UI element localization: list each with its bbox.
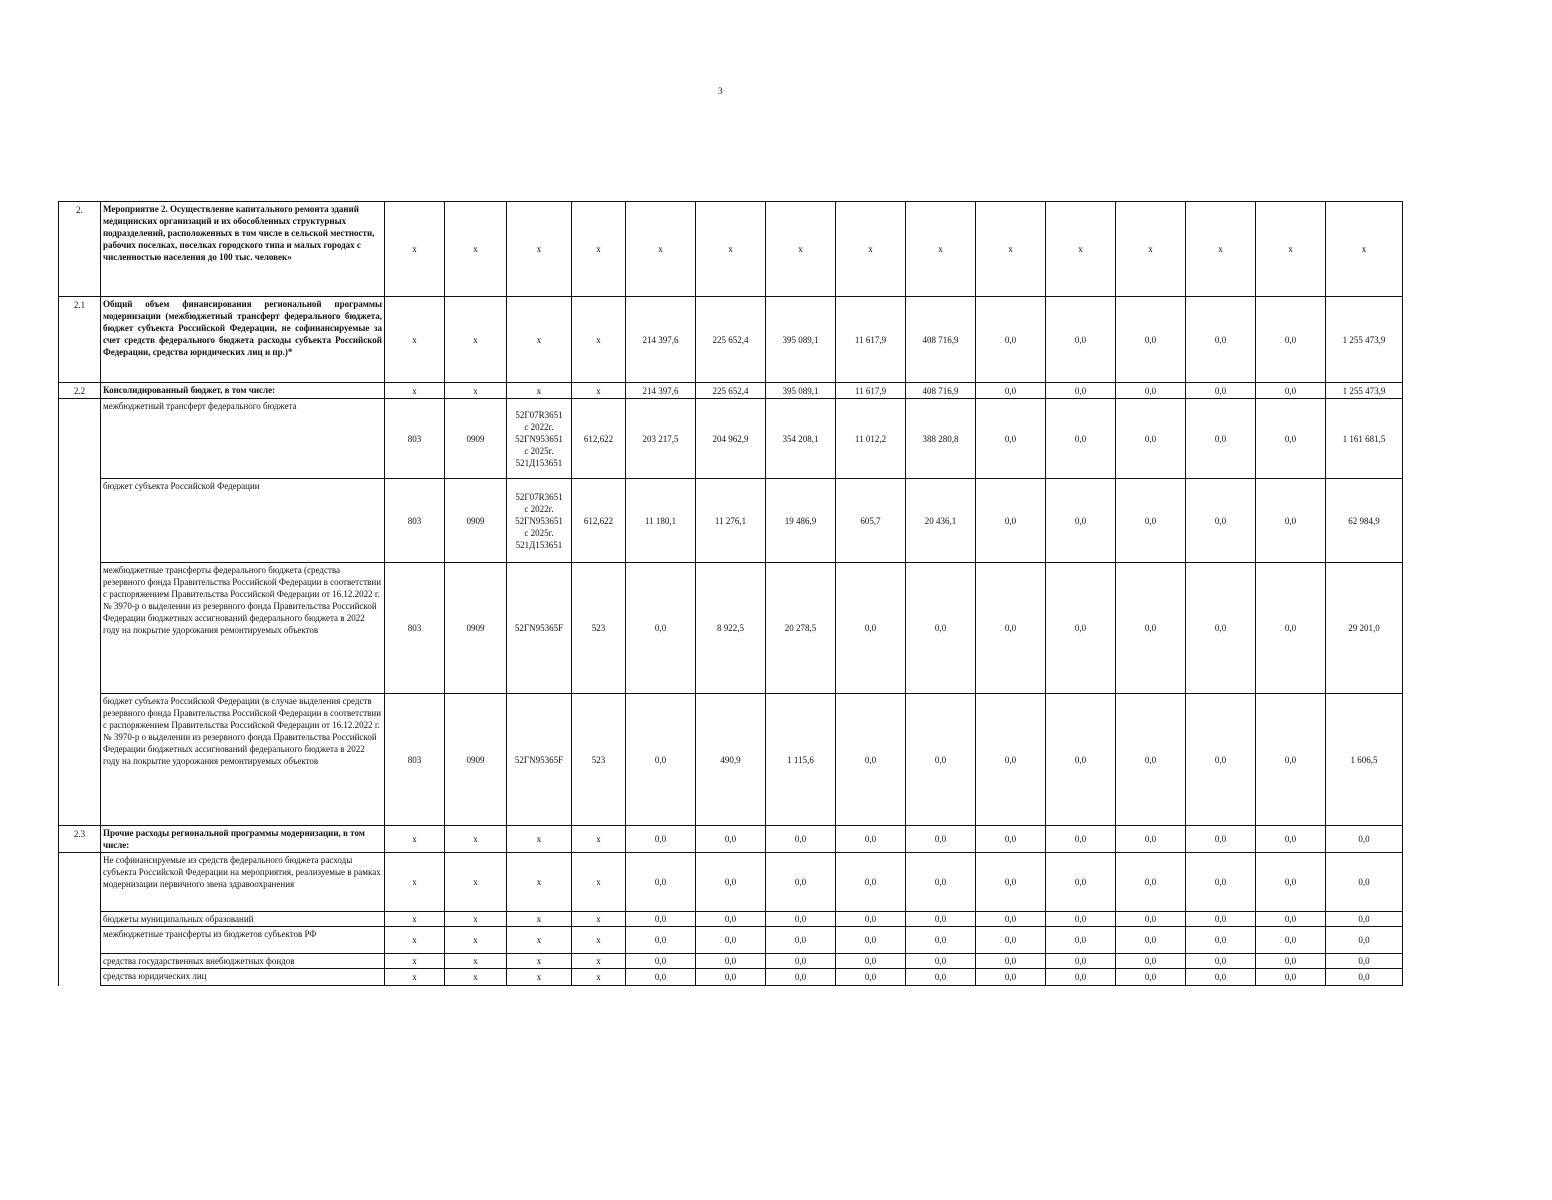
value-cell: 203 217,5 xyxy=(626,399,696,479)
total-cell: x xyxy=(1326,202,1403,297)
row-title: Консолидированный бюджет, в том числе: xyxy=(101,383,385,399)
value-cell: 0,0 xyxy=(1256,853,1326,912)
value-cell: x xyxy=(836,202,906,297)
value-cell: 8 922,5 xyxy=(696,563,766,694)
value-cell: 204 962,9 xyxy=(696,399,766,479)
value-cell: 0,0 xyxy=(906,912,976,927)
value-cell: 0,0 xyxy=(1186,694,1256,826)
value-cell: 0,0 xyxy=(1256,297,1326,383)
value-cell: 0,0 xyxy=(766,853,836,912)
section-code-cell: x xyxy=(445,954,507,969)
expense-type-cell: 523 xyxy=(572,694,626,826)
value-cell: 0,0 xyxy=(1046,912,1116,927)
row-title: Общий объем финансирования региональной программы модернизации (межбюджетный трансферт федерального бюджета, бюджет субъекта Российской Федерации, не софинансируемые за счет средств федерального бюджета расходы субъекта Российской Федерации, средства юридических лиц и пр.)* xyxy=(101,297,385,383)
row-title: бюджет субъекта Российской Федерации xyxy=(101,479,385,563)
value-cell: 0,0 xyxy=(626,826,696,853)
value-cell: 11 617,9 xyxy=(836,383,906,399)
value-cell: 0,0 xyxy=(1046,297,1116,383)
value-cell: 0,0 xyxy=(836,927,906,954)
value-cell: 0,0 xyxy=(1116,383,1186,399)
value-cell: 0,0 xyxy=(1256,954,1326,969)
value-cell: 0,0 xyxy=(836,969,906,986)
value-cell: 0,0 xyxy=(1046,826,1116,853)
value-cell: 11 276,1 xyxy=(696,479,766,563)
row-number xyxy=(59,912,101,927)
value-cell: x xyxy=(696,202,766,297)
section-code-cell: x xyxy=(445,969,507,986)
table-row xyxy=(59,383,1403,399)
value-cell: 395 089,1 xyxy=(766,383,836,399)
value-cell: 354 208,1 xyxy=(766,399,836,479)
value-cell: 0,0 xyxy=(976,853,1046,912)
gr-code-cell: x xyxy=(385,826,445,853)
value-cell: 395 089,1 xyxy=(766,297,836,383)
value-cell: x xyxy=(1116,202,1186,297)
expense-type-cell: x xyxy=(572,297,626,383)
value-cell: 0,0 xyxy=(1256,694,1326,826)
value-cell: 0,0 xyxy=(976,826,1046,853)
value-cell: 0,0 xyxy=(766,826,836,853)
value-cell: 0,0 xyxy=(836,954,906,969)
value-cell: 11 012,2 xyxy=(836,399,906,479)
value-cell: 0,0 xyxy=(766,912,836,927)
value-cell: 0,0 xyxy=(626,853,696,912)
section-code-cell: 0909 xyxy=(445,399,507,479)
value-cell: 0,0 xyxy=(1256,399,1326,479)
total-cell: 1 255 473,9 xyxy=(1326,383,1403,399)
value-cell: 0,0 xyxy=(976,479,1046,563)
value-cell: 0,0 xyxy=(766,954,836,969)
value-cell: 0,0 xyxy=(626,969,696,986)
target-article-cell: 52ГN95365F xyxy=(507,563,572,694)
value-cell: 0,0 xyxy=(976,399,1046,479)
gr-code-cell: x xyxy=(385,853,445,912)
table-row xyxy=(59,694,1403,826)
value-cell: 0,0 xyxy=(1046,399,1116,479)
value-cell: 0,0 xyxy=(1116,297,1186,383)
value-cell: 0,0 xyxy=(1116,954,1186,969)
value-cell: 0,0 xyxy=(1256,912,1326,927)
value-cell: 408 716,9 xyxy=(906,297,976,383)
row-title: Не софинансируемые из средств федерального бюджета расходы субъекта Российской Федерации на мероприятия, реализуемые в рамках модернизации первичного звена здравоохранения xyxy=(101,853,385,912)
value-cell: 0,0 xyxy=(906,954,976,969)
value-cell: 0,0 xyxy=(626,912,696,927)
total-cell: 62 984,9 xyxy=(1326,479,1403,563)
row-number xyxy=(59,954,101,969)
value-cell: 0,0 xyxy=(1186,954,1256,969)
table-row xyxy=(59,479,1403,563)
value-cell: 0,0 xyxy=(1256,969,1326,986)
value-cell: 0,0 xyxy=(976,383,1046,399)
value-cell: 0,0 xyxy=(1046,479,1116,563)
section-code-cell: x xyxy=(445,912,507,927)
total-cell: 0,0 xyxy=(1326,912,1403,927)
section-code-cell: 0909 xyxy=(445,694,507,826)
total-cell: 29 201,0 xyxy=(1326,563,1403,694)
value-cell: x xyxy=(626,202,696,297)
value-cell: 0,0 xyxy=(1116,927,1186,954)
total-cell: 0,0 xyxy=(1326,969,1403,986)
target-article-cell: x xyxy=(507,383,572,399)
value-cell: 0,0 xyxy=(976,297,1046,383)
gr-code-cell: 803 xyxy=(385,479,445,563)
expense-type-cell: 523 xyxy=(572,563,626,694)
value-cell: 0,0 xyxy=(1046,927,1116,954)
table-row xyxy=(59,969,1403,986)
row-number xyxy=(59,563,101,694)
value-cell: 0,0 xyxy=(1186,927,1256,954)
value-cell: 408 716,9 xyxy=(906,383,976,399)
total-cell: 0,0 xyxy=(1326,853,1403,912)
row-number xyxy=(59,853,101,912)
value-cell: 0,0 xyxy=(1186,969,1256,986)
value-cell: 0,0 xyxy=(696,853,766,912)
value-cell: 0,0 xyxy=(696,927,766,954)
value-cell: 0,0 xyxy=(976,694,1046,826)
target-article-cell: x xyxy=(507,853,572,912)
total-cell: 0,0 xyxy=(1326,954,1403,969)
expense-type-cell: x xyxy=(572,912,626,927)
value-cell: 0,0 xyxy=(1116,563,1186,694)
gr-code-cell: 803 xyxy=(385,694,445,826)
value-cell: 214 397,6 xyxy=(626,383,696,399)
value-cell: 0,0 xyxy=(1116,826,1186,853)
value-cell: 0,0 xyxy=(836,853,906,912)
total-cell: 1 606,5 xyxy=(1326,694,1403,826)
expense-type-cell: 612,622 xyxy=(572,399,626,479)
section-code-cell: x xyxy=(445,202,507,297)
value-cell: 0,0 xyxy=(906,969,976,986)
value-cell: 0,0 xyxy=(1186,912,1256,927)
value-cell: 605,7 xyxy=(836,479,906,563)
value-cell: 0,0 xyxy=(1256,826,1326,853)
table-row xyxy=(59,912,1403,927)
total-cell: 1 255 473,9 xyxy=(1326,297,1403,383)
value-cell: 0,0 xyxy=(1256,383,1326,399)
row-number xyxy=(59,694,101,826)
value-cell: 0,0 xyxy=(836,826,906,853)
target-article-cell: x xyxy=(507,826,572,853)
page-number: 3 xyxy=(718,86,723,96)
value-cell: 388 280,8 xyxy=(906,399,976,479)
value-cell: 0,0 xyxy=(906,927,976,954)
value-cell: 0,0 xyxy=(1186,399,1256,479)
gr-code-cell: x xyxy=(385,202,445,297)
value-cell: 0,0 xyxy=(976,563,1046,694)
row-title: межбюджетные трансферты федерального бюджета (средства резервного фонда Правительства Российской Федерации в соответствии с распоряжением Правительства Российской Федерации от 16.12.2022 г. № 3970-р о выделении из резервного фонда Правительства Российской Федерации бюджетных ассигнований федерального бюджета в 2022 году на покрытие удорожания ремонтируемых объектов xyxy=(101,563,385,694)
value-cell: 0,0 xyxy=(906,853,976,912)
table-row xyxy=(59,954,1403,969)
value-cell: 0,0 xyxy=(1046,694,1116,826)
section-code-cell: x xyxy=(445,927,507,954)
gr-code-cell: x xyxy=(385,969,445,986)
value-cell: 0,0 xyxy=(696,912,766,927)
row-title: межбюджетные трансферты из бюджетов субъектов РФ xyxy=(101,927,385,954)
table-row xyxy=(59,202,1403,297)
row-title: Прочие расходы региональной программы модернизации, в том числе: xyxy=(101,826,385,853)
gr-code-cell: 803 xyxy=(385,563,445,694)
value-cell: 19 486,9 xyxy=(766,479,836,563)
expense-type-cell: x xyxy=(572,969,626,986)
value-cell: 11 180,1 xyxy=(626,479,696,563)
value-cell: 0,0 xyxy=(1116,479,1186,563)
value-cell: 0,0 xyxy=(1046,969,1116,986)
value-cell: 0,0 xyxy=(1046,853,1116,912)
value-cell: 0,0 xyxy=(1046,954,1116,969)
value-cell: x xyxy=(1256,202,1326,297)
value-cell: 0,0 xyxy=(836,912,906,927)
value-cell: 0,0 xyxy=(976,954,1046,969)
value-cell: 0,0 xyxy=(1046,563,1116,694)
value-cell: 1 115,6 xyxy=(766,694,836,826)
row-title: бюджеты муниципальных образований xyxy=(101,912,385,927)
gr-code-cell: x xyxy=(385,954,445,969)
expense-type-cell: x xyxy=(572,826,626,853)
row-number: 2.1 xyxy=(59,297,101,383)
gr-code-cell: x xyxy=(385,297,445,383)
financing-table xyxy=(58,201,1403,986)
value-cell: x xyxy=(976,202,1046,297)
row-number xyxy=(59,969,101,986)
target-article-cell: x xyxy=(507,202,572,297)
expense-type-cell: x xyxy=(572,927,626,954)
value-cell: 0,0 xyxy=(976,969,1046,986)
value-cell: 490,9 xyxy=(696,694,766,826)
value-cell: 0,0 xyxy=(626,954,696,969)
row-number: 2.2 xyxy=(59,383,101,399)
expense-type-cell: 612,622 xyxy=(572,479,626,563)
target-article-cell: x xyxy=(507,297,572,383)
value-cell: 0,0 xyxy=(906,563,976,694)
value-cell: 0,0 xyxy=(766,927,836,954)
value-cell: 11 617,9 xyxy=(836,297,906,383)
value-cell: 0,0 xyxy=(1186,383,1256,399)
value-cell: 0,0 xyxy=(836,563,906,694)
value-cell: 0,0 xyxy=(976,912,1046,927)
value-cell: 0,0 xyxy=(696,969,766,986)
value-cell: 0,0 xyxy=(626,927,696,954)
target-article-cell: 52Г07R3651 с 2022г. 52ГN953651 с 2025г. 521Д153651 xyxy=(507,479,572,563)
target-article-cell: 52ГN95365F xyxy=(507,694,572,826)
section-code-cell: 0909 xyxy=(445,479,507,563)
row-number xyxy=(59,927,101,954)
total-cell: 1 161 681,5 xyxy=(1326,399,1403,479)
gr-code-cell: x xyxy=(385,912,445,927)
row-title: средства юридических лиц xyxy=(101,969,385,986)
total-cell: 0,0 xyxy=(1326,826,1403,853)
value-cell: 0,0 xyxy=(1186,826,1256,853)
row-title: Мероприятие 2. Осуществление капитального ремонта зданий медицинских организаций и их обособленных структурных подразделений, расположенных в том числе в сельской местности, рабочих поселках, поселках городского типа и малых городах с численностью населения до 100 тыс. человек» xyxy=(101,202,385,297)
value-cell: 0,0 xyxy=(976,927,1046,954)
target-article-cell: x xyxy=(507,927,572,954)
value-cell: 225 652,4 xyxy=(696,383,766,399)
value-cell: 225 652,4 xyxy=(696,297,766,383)
value-cell: 0,0 xyxy=(626,563,696,694)
value-cell: 0,0 xyxy=(1256,563,1326,694)
table-row xyxy=(59,297,1403,383)
row-number: 2.3 xyxy=(59,826,101,853)
gr-code-cell: x xyxy=(385,383,445,399)
target-article-cell: x xyxy=(507,969,572,986)
table-row xyxy=(59,826,1403,853)
value-cell: 0,0 xyxy=(1116,969,1186,986)
value-cell: 0,0 xyxy=(696,954,766,969)
table-row xyxy=(59,853,1403,912)
value-cell: 0,0 xyxy=(1116,853,1186,912)
value-cell: 0,0 xyxy=(696,826,766,853)
value-cell: 20 436,1 xyxy=(906,479,976,563)
expense-type-cell: x xyxy=(572,853,626,912)
value-cell: 0,0 xyxy=(1116,912,1186,927)
expense-type-cell: x xyxy=(572,954,626,969)
value-cell: 0,0 xyxy=(1116,694,1186,826)
value-cell: 0,0 xyxy=(1256,927,1326,954)
value-cell: 214 397,6 xyxy=(626,297,696,383)
value-cell: x xyxy=(1046,202,1116,297)
row-title: средства государственных внебюджетных фондов xyxy=(101,954,385,969)
value-cell: 20 278,5 xyxy=(766,563,836,694)
target-article-cell: x xyxy=(507,954,572,969)
section-code-cell: x xyxy=(445,853,507,912)
row-number xyxy=(59,399,101,479)
value-cell: 0,0 xyxy=(906,826,976,853)
value-cell: 0,0 xyxy=(1186,479,1256,563)
section-code-cell: x xyxy=(445,297,507,383)
target-article-cell: 52Г07R3651 с 2022г. 52ГN953651 с 2025г. 521Д153651 xyxy=(507,399,572,479)
expense-type-cell: x xyxy=(572,202,626,297)
section-code-cell: x xyxy=(445,826,507,853)
table-row xyxy=(59,399,1403,479)
table-row xyxy=(59,563,1403,694)
value-cell: 0,0 xyxy=(1186,853,1256,912)
value-cell: 0,0 xyxy=(906,694,976,826)
value-cell: 0,0 xyxy=(1046,383,1116,399)
value-cell: x xyxy=(766,202,836,297)
value-cell: 0,0 xyxy=(836,694,906,826)
value-cell: 0,0 xyxy=(1186,563,1256,694)
row-number: 2. xyxy=(59,202,101,297)
value-cell: 0,0 xyxy=(1186,297,1256,383)
row-title: бюджет субъекта Российской Федерации (в случае выделения средств резервного фонда Правительства Российской Федерации в соответствии с распоряжением Правительства Российской Федерации от 16.12.2022 г. № 3970-р о выделении из резервного фонда Правительства Российской Федерации бюджетных ассигнований федерального бюджета в 2022 году на покрытие удорожания ремонтируемых объектов xyxy=(101,694,385,826)
value-cell: 0,0 xyxy=(626,694,696,826)
section-code-cell: x xyxy=(445,383,507,399)
total-cell: 0,0 xyxy=(1326,927,1403,954)
section-code-cell: 0909 xyxy=(445,563,507,694)
value-cell: 0,0 xyxy=(1256,479,1326,563)
value-cell: x xyxy=(1186,202,1256,297)
value-cell: 0,0 xyxy=(766,969,836,986)
row-number xyxy=(59,479,101,563)
expense-type-cell: x xyxy=(572,383,626,399)
value-cell: 0,0 xyxy=(1116,399,1186,479)
target-article-cell: x xyxy=(507,912,572,927)
row-title: межбюджетный трансферт федерального бюджета xyxy=(101,399,385,479)
value-cell: x xyxy=(906,202,976,297)
table-row xyxy=(59,927,1403,954)
gr-code-cell: x xyxy=(385,927,445,954)
gr-code-cell: 803 xyxy=(385,399,445,479)
